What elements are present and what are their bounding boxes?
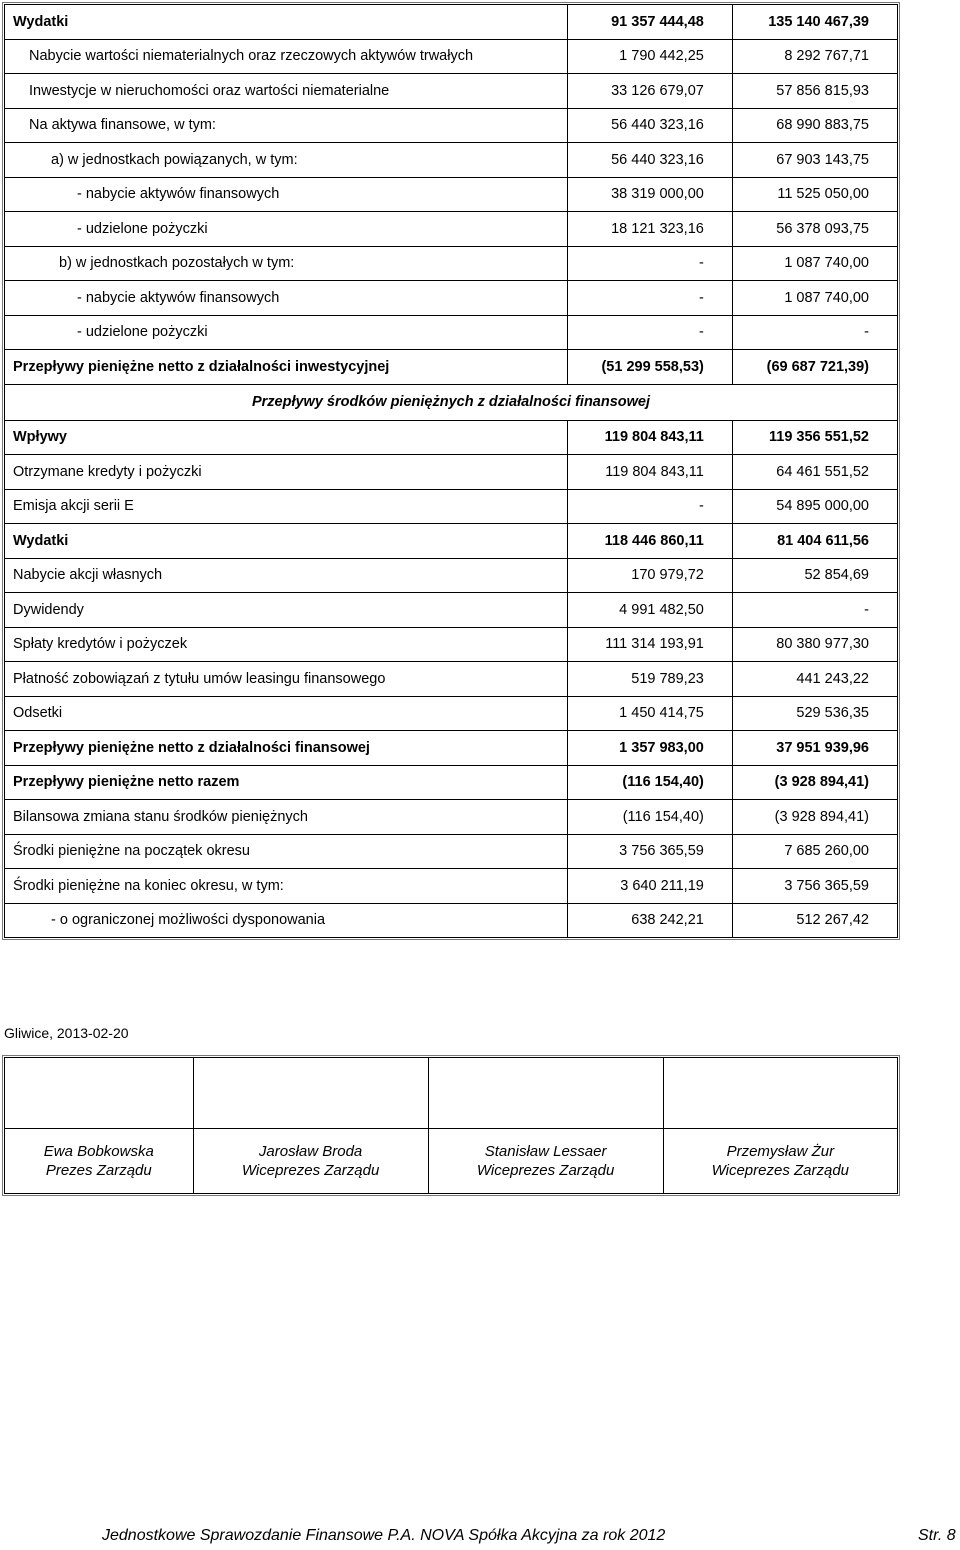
value-2011: 67 903 143,75 (733, 143, 897, 178)
row-label: Przepływy pieniężne netto z działalności finansowej (5, 731, 568, 766)
table-row (5, 766, 897, 801)
row-label: Płatność zobowiązań z tytułu umów leasingu finansowego (5, 662, 568, 697)
table-row (5, 904, 897, 938)
value-2011: 56 378 093,75 (733, 212, 897, 247)
table-row (5, 593, 897, 628)
value-2011: (3 928 894,41) (733, 800, 897, 835)
cash-flow-body (5, 5, 897, 937)
value-2011: - (733, 593, 897, 628)
signatory-cell (429, 1129, 664, 1193)
table-row (5, 316, 897, 351)
row-label: Wydatki (5, 524, 568, 559)
value-2012: 111 314 193,91 (568, 628, 733, 663)
table-row (5, 455, 897, 490)
table-row (5, 628, 897, 663)
value-2012: 1 790 442,25 (568, 40, 733, 75)
signatory-name: Przemysław Żur (726, 1143, 835, 1160)
row-label: Przepływy pieniężne netto razem (5, 766, 568, 801)
table-row (5, 247, 897, 282)
table-row (5, 697, 897, 732)
table-row (5, 74, 897, 109)
signatory-role: Prezes Zarządu (45, 1162, 152, 1179)
value-2011: 529 536,35 (733, 697, 897, 732)
signatory-role: Wiceprezes Zarządu (476, 1162, 615, 1179)
value-2012: 519 789,23 (568, 662, 733, 697)
value-2012: 33 126 679,07 (568, 74, 733, 109)
table-row (5, 731, 897, 766)
row-label: Bilansowa zmiana stanu środków pieniężnych (5, 800, 568, 835)
row-label: Na aktywa finansowe, w tym: (5, 109, 568, 144)
table-row (5, 869, 897, 904)
value-2012: 638 242,21 (568, 904, 733, 938)
table-row (5, 524, 897, 559)
signatory-role: Wiceprezes Zarządu (241, 1162, 380, 1179)
row-label: Wpływy (5, 421, 568, 456)
value-2011: 3 756 365,59 (733, 869, 897, 904)
value-2012: 1 357 983,00 (568, 731, 733, 766)
value-2011: (69 687 721,39) (733, 350, 897, 385)
row-label: Nabycie akcji własnych (5, 559, 568, 594)
value-2011: 1 087 740,00 (733, 281, 897, 316)
row-label: - udzielone pożyczki (5, 316, 568, 351)
value-2012: (51 299 558,53) (568, 350, 733, 385)
value-2011: 1 087 740,00 (733, 247, 897, 282)
row-label: Emisja akcji serii E (5, 490, 568, 525)
value-2011: 512 267,42 (796, 912, 869, 929)
signature-table (4, 1057, 898, 1194)
signatory-role: Wiceprezes Zarządu (711, 1162, 850, 1179)
row-label: - nabycie aktywów finansowych (5, 281, 568, 316)
row-label: Dywidendy (5, 593, 568, 628)
signatory-cell (664, 1129, 897, 1193)
value-2011: 57 856 815,93 (733, 74, 897, 109)
table-row (5, 421, 897, 456)
signature-space (429, 1058, 664, 1129)
value-2012: 3 640 211,19 (568, 869, 733, 904)
row-label: Nabycie wartości niematerialnych oraz rzeczowych aktywów trwałych (5, 40, 568, 75)
value-2012: 3 756 365,59 (568, 835, 733, 870)
signature-space (5, 1058, 194, 1129)
value-2011: (3 928 894,41) (733, 766, 897, 801)
table-row (5, 281, 897, 316)
table-row (5, 5, 897, 40)
value-2012: (116 154,40) (568, 800, 733, 835)
table-row (5, 212, 897, 247)
table-row (5, 490, 897, 525)
signature-names-row (5, 1129, 897, 1193)
value-2012: - (568, 316, 733, 351)
value-2012: 56 440 323,16 (568, 109, 733, 144)
value-2011: 52 854,69 (733, 559, 897, 594)
section-title: Przepływy środków pieniężnych z działalności finansowej (5, 385, 897, 421)
table-row (5, 662, 897, 697)
table-row (5, 143, 897, 178)
value-2012: - (568, 281, 733, 316)
signatory-name: Jarosław Broda (258, 1143, 363, 1160)
value-2012: 170 979,72 (568, 559, 733, 594)
row-label: - nabycie aktywów finansowych (5, 178, 568, 213)
row-label: b) w jednostkach pozostałych w tym: (5, 247, 568, 282)
value-2011: 68 990 883,75 (733, 109, 897, 144)
signature-space-row (5, 1058, 897, 1129)
table-row (5, 109, 897, 144)
value-2012: 1 450 414,75 (568, 697, 733, 732)
page-number: Str. 8 (918, 1527, 956, 1544)
row-label: Spłaty kredytów i pożyczek (5, 628, 568, 663)
value-2012: - (568, 247, 733, 282)
value-2012: (116 154,40) (568, 766, 733, 801)
row-label: a) w jednostkach powiązanych, w tym: (5, 143, 568, 178)
value-2011: 441 243,22 (733, 662, 897, 697)
value-2011: 7 685 260,00 (733, 835, 897, 870)
value-2011: 37 951 939,96 (733, 731, 897, 766)
row-label: Inwestycje w nieruchomości oraz wartości niematerialne (5, 74, 568, 109)
table-row (5, 350, 897, 385)
value-2012: 38 319 000,00 (568, 178, 733, 213)
value-2012: 91 357 444,48 (568, 5, 733, 40)
signatory-name: Ewa Bobkowska (43, 1143, 154, 1160)
table-row (5, 800, 897, 835)
value-2012: - (568, 490, 733, 525)
row-label: Wydatki (5, 5, 568, 40)
table-row (5, 835, 897, 870)
footer-title: Jednostkowe Sprawozdanie Finansowe P.A. NOVA Spółka Akcyjna za rok 2012 (102, 1527, 666, 1544)
signatory-name: Stanisław Lessaer (484, 1143, 607, 1160)
value-2012: 119 804 843,11 (568, 421, 733, 456)
value-2012: 56 440 323,16 (568, 143, 733, 178)
value-2011: 135 140 467,39 (733, 5, 897, 40)
row-label: Środki pieniężne na początek okresu (5, 835, 568, 870)
value-2011: 54 895 000,00 (733, 490, 897, 525)
value-2011: 80 380 977,30 (733, 628, 897, 663)
signature-space (664, 1058, 897, 1129)
value-2011: - (733, 316, 897, 351)
row-label: - udzielone pożyczki (5, 212, 568, 247)
value-2012: 4 991 482,50 (568, 593, 733, 628)
row-label: Otrzymane kredyty i pożyczki (5, 455, 568, 490)
value-2011: 119 356 551,52 (733, 421, 897, 456)
signatory-cell (194, 1129, 429, 1193)
table-row (5, 40, 897, 75)
signature-space (194, 1058, 429, 1129)
cash-flow-table (4, 4, 898, 938)
value-2011: 8 292 767,71 (733, 40, 897, 75)
value-2012: 118 446 860,11 (568, 524, 733, 559)
value-2011: 64 461 551,52 (733, 455, 897, 490)
row-label: Odsetki (5, 697, 568, 732)
value-2011: 81 404 611,56 (733, 524, 897, 559)
value-2012: 18 121 323,16 (568, 212, 733, 247)
table-row (5, 178, 897, 213)
place-date: Gliwice, 2013-02-20 (4, 1025, 129, 1041)
table-row (5, 559, 897, 594)
signatory-cell (5, 1129, 194, 1193)
row-label: Środki pieniężne na koniec okresu, w tym: (5, 869, 568, 904)
row-label: Przepływy pieniężne netto z działalności inwestycyjnej (5, 350, 568, 385)
value-2012: 119 804 843,11 (568, 455, 733, 490)
row-label: - o ograniczonej możliwości dysponowania (5, 904, 568, 938)
section-header-row (5, 385, 897, 421)
value-2011: 11 525 050,00 (733, 178, 897, 213)
